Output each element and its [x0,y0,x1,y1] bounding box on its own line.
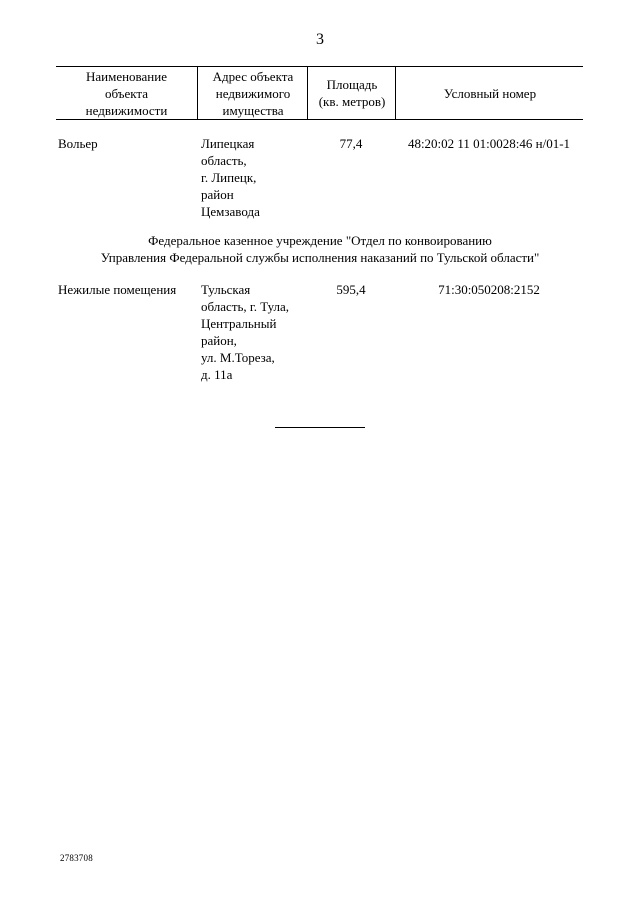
table-row [56,281,583,383]
row-address [201,281,311,383]
section-heading [40,232,600,266]
header-address-line: Адрес объекта [212,68,294,84]
section-heading-line: Управления Федеральной службы исполнения наказаний по Тульской области" [100,250,540,265]
header-address-line: имущества [222,102,284,118]
header-address-line: недвижимого [215,85,291,101]
row-name-line: Вольер [58,136,98,151]
row-address-line: район, [201,333,237,348]
row-address-line: район [201,187,234,202]
row-name-line: Нежилые помещения [58,282,177,297]
row-area: 77,4 [339,136,363,151]
header-name [56,67,197,119]
page-number: 3 [316,31,324,48]
header-area-line: (кв. метров) [318,94,386,109]
row-name [58,281,199,298]
end-divider [275,427,365,428]
row-address-line: область, [201,153,247,168]
row-name [58,135,199,152]
document-code: 2783708 [60,853,93,863]
header-area [307,67,396,119]
header-name-line: недвижимости [85,102,168,118]
row-address-line: д. 11а [201,367,233,382]
row-address-line: Тульская [201,282,251,297]
row-number: 48:20:02 11 01:0028:46 н/01-1 [407,136,571,151]
row-address-line: область, г. Тула, [201,299,290,314]
row-address-line: Центральный [201,316,277,331]
header-area-line: Площадь [326,77,378,92]
section-heading-line: Федеральное казенное учреждение "Отдел по конвоированию [148,233,492,248]
row-address-line: Цемзавода [201,204,260,219]
row-address-line: ул. М.Тореза, [201,350,275,365]
header-number [395,67,584,119]
header-name-line: объекта [104,85,149,101]
header-number-line: Условный номер [443,85,537,101]
table-row [56,135,583,220]
header-name-line: Наименование [85,68,167,84]
row-address-line: г. Липецк, [201,170,257,185]
row-area: 595,4 [336,282,366,297]
table-header [56,66,583,120]
row-address [201,135,311,220]
row-address-line: Липецкая [201,136,255,151]
header-address [197,67,308,119]
row-number: 71:30:050208:2152 [438,282,540,297]
